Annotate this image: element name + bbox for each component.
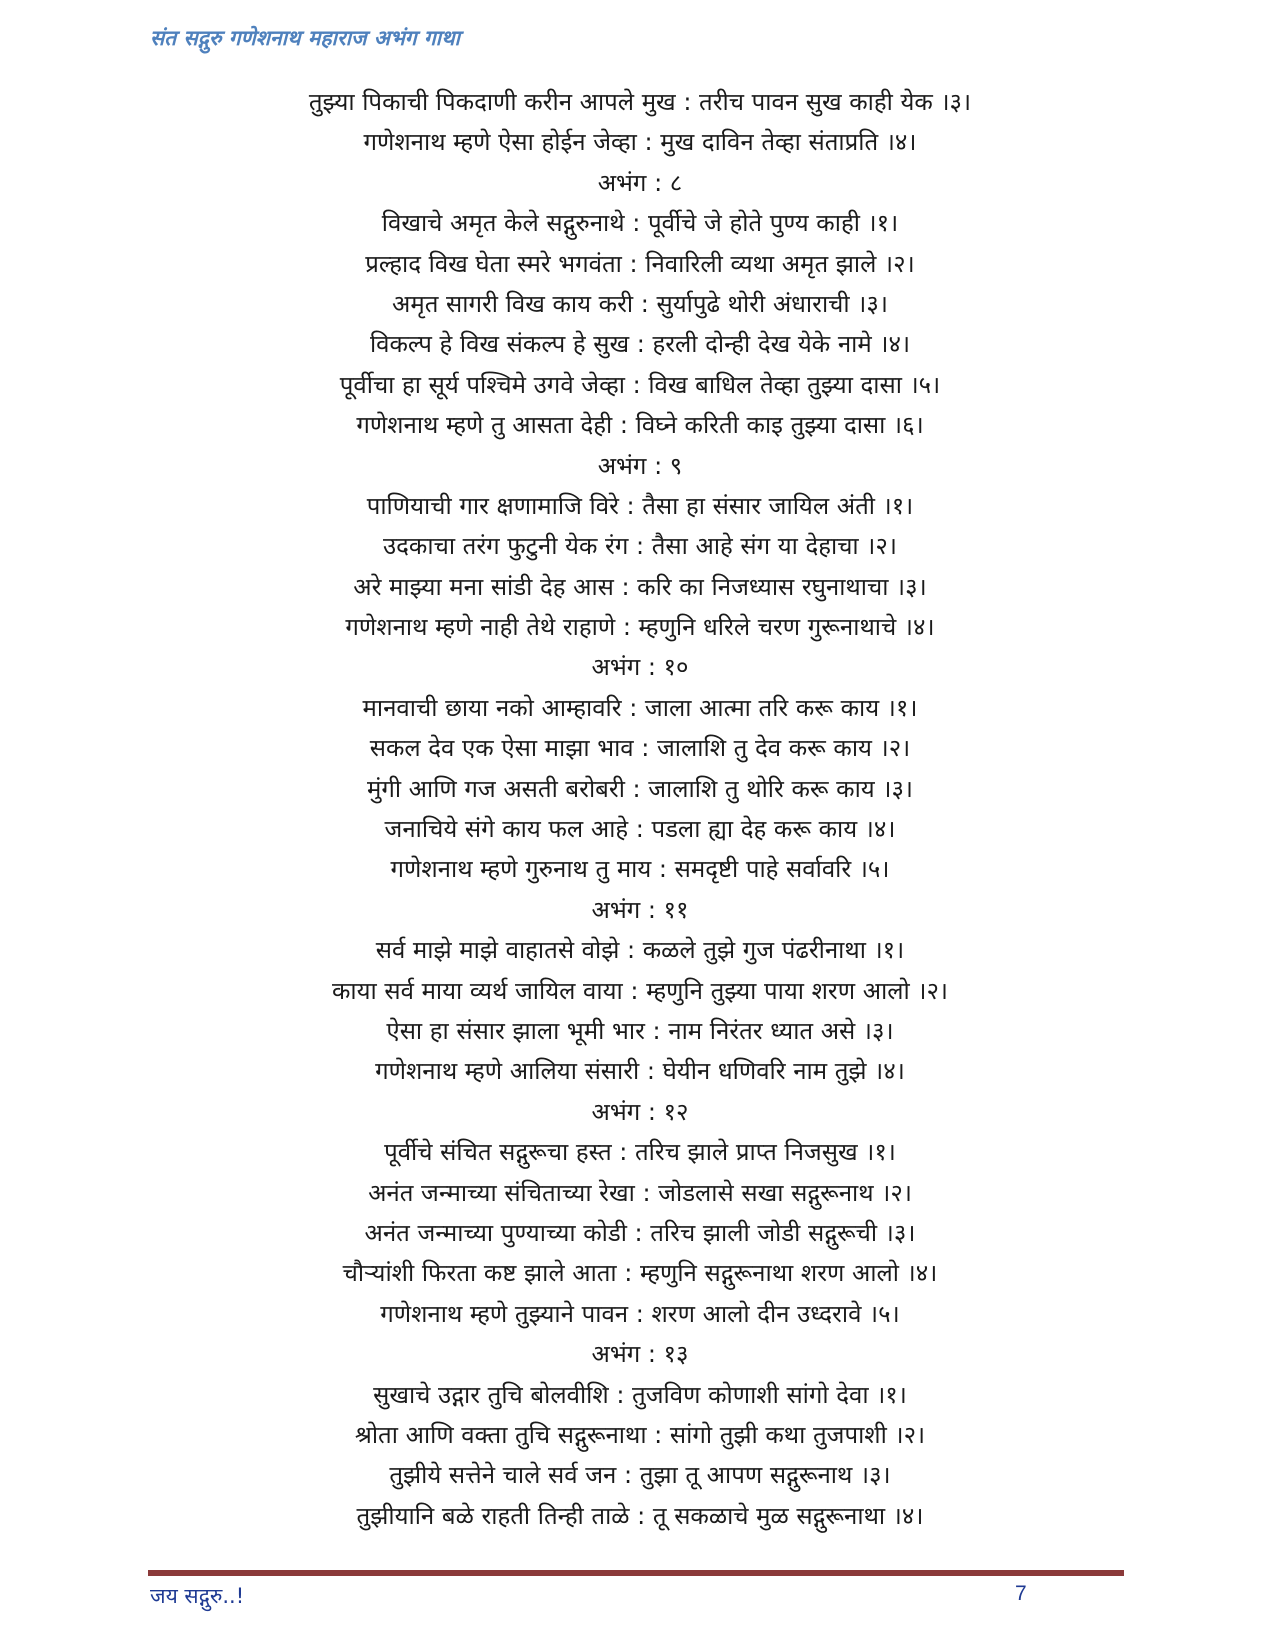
verse-line: सकल देव एक ऐसा माझा भाव : जालाशि तु देव करू काय ।२।	[369, 734, 911, 763]
footer-divider	[148, 1570, 1124, 1576]
verse-line: पाणियाची गार क्षणामाजि विरे : तैसा हा संसार जायिल अंती ।१।	[366, 491, 914, 520]
verse-line: प्रल्हाद विख घेता स्मरे भगवंता : निवारिली व्यथा अमृत झाले ।२।	[365, 249, 915, 278]
page-header-title: संत सद्गुरु गणेशनाथ महाराज अभंग गाथा	[150, 26, 460, 50]
abhang-heading: अभंग : १३	[591, 1340, 689, 1369]
verse-line: जनाचिये संगे काय फल आहे : पडला ह्या देह करू काय ।४।	[384, 815, 896, 844]
verse-line: सर्व माझे माझे वाहातसे वोझे : कळले तुझे गुज पंढरीनाथा ।१।	[375, 936, 905, 965]
verse-line: विखाचे अमृत केले सद्गुरुनाथे : पूर्वीचे जे होते पुण्य काही ।१।	[381, 209, 899, 238]
verse-line: श्रोता आणि वक्ता तुचि सद्गुरूनाथा : सांगो तुझी कथा तुजपाशी ।२।	[354, 1420, 926, 1449]
verse-line: विकल्प हे विख संकल्प हे सुख : हरली दोन्ही देख येके नामे ।४।	[369, 330, 911, 359]
abhang-heading: अभंग : ८	[597, 168, 683, 197]
verse-line: पूर्वीचे संचित सद्गुरूचा हस्त : तरिच झाले प्राप्त निजसुख ।१।	[384, 1138, 896, 1167]
abhang-heading: अभंग : ११	[591, 895, 689, 924]
verse-line: तुझीये सत्तेने चाले सर्व जन : तुझा तू आपण सद्गुरूनाथ ।३।	[389, 1461, 891, 1490]
verse-line: गणेशनाथ म्हणे तु आसता देही : विघ्ने करिती काइ तुझ्या दासा ।६।	[356, 411, 924, 440]
verse-line: गणेशनाथ म्हणे ऐसा होईन जेव्हा : मुख दाविन तेव्हा संताप्रति ।४।	[363, 128, 917, 157]
footer-greeting: जय सद्गुरु..!	[150, 1584, 245, 1608]
page-number: 7	[1015, 1582, 1027, 1605]
verse-line: गणेशनाथ म्हणे नाही तेथे राहाणे : म्हणुनि धरिले चरण गुरूनाथाचे ।४।	[345, 613, 935, 642]
abhang-heading: अभंग : १०	[591, 653, 689, 682]
verse-line: पूर्वीचा हा सूर्य पश्चिमे उगवे जेव्हा : विख बाधिल तेव्हा तुझ्या दासा ।५।	[339, 370, 941, 399]
verse-line: गणेशनाथ म्हणे तुझ्याने पावन : शरण आलो दीन उध्दरावे ।५।	[380, 1299, 900, 1328]
verse-line: गणेशनाथ म्हणे गुरुनाथ तु माय : समदृष्टी पाहे सर्वावरि ।५।	[390, 855, 890, 884]
verse-line: गणेशनाथ म्हणे आलिया संसारी : घेयीन धणिवरि नाम तुझे ।४।	[375, 1057, 905, 1086]
verse-line: मुंगी आणि गज असती बरोबरी : जालाशि तु थोरि करू काय ।३।	[366, 774, 914, 803]
verse-line: उदकाचा तरंग फुटुनी येक रंग : तैसा आहे संग या देहाचा ।२।	[383, 532, 897, 561]
verse-line: सुखाचे उद्गार तुचि बोलवीशि : तुजविण कोणाशी सांगो देवा ।१।	[373, 1380, 907, 1409]
verse-line: तुझीयानि बळे राहती तिन्ही ताळे : तू सकळाचे मुळ सद्गुरूनाथा ।४।	[356, 1501, 924, 1530]
verse-line: चौऱ्यांशी फिरता कष्ट झाले आता : म्हणुनि सद्गुरूनाथा शरण आलो ।४।	[342, 1259, 938, 1288]
verse-line: ऐसा हा संसार झाला भूमी भार : नाम निरंतर ध्यात असे ।३।	[386, 1016, 894, 1045]
abhang-text-body	[150, 82, 1130, 1536]
verse-line: मानवाची छाया नको आम्हावरि : जाला आत्मा तरि करू काय ।१।	[362, 693, 918, 722]
verse-line: अरे माझ्या मना सांडी देह आस : करि का निजध्यास रघुनाथाचा ।३।	[353, 572, 927, 601]
verse-line: तुझ्या पिकाची पिकदाणी करीन आपले मुख : तरीच पावन सुख काही येक ।३।	[308, 88, 972, 116]
verse-line: अनंत जन्माच्या संचिताच्या रेखा : जोडलासे सखा सद्गुरूनाथ ।२।	[368, 1178, 912, 1207]
abhang-heading: अभंग : १२	[591, 1097, 689, 1126]
verse-line: अमृत सागरी विख काय करी : सुर्यापुढे थोरी अंधाराची ।३।	[392, 289, 888, 318]
abhang-heading: अभंग : ९	[597, 451, 683, 480]
verse-line: अनंत जन्माच्या पुण्याच्या कोडी : तरिच झाली जोडी सद्गुरूची ।३।	[364, 1218, 916, 1247]
verse-line: काया सर्व माया व्यर्थ जायिल वाया : म्हणुनि तुझ्या पाया शरण आलो ।२।	[331, 976, 949, 1005]
